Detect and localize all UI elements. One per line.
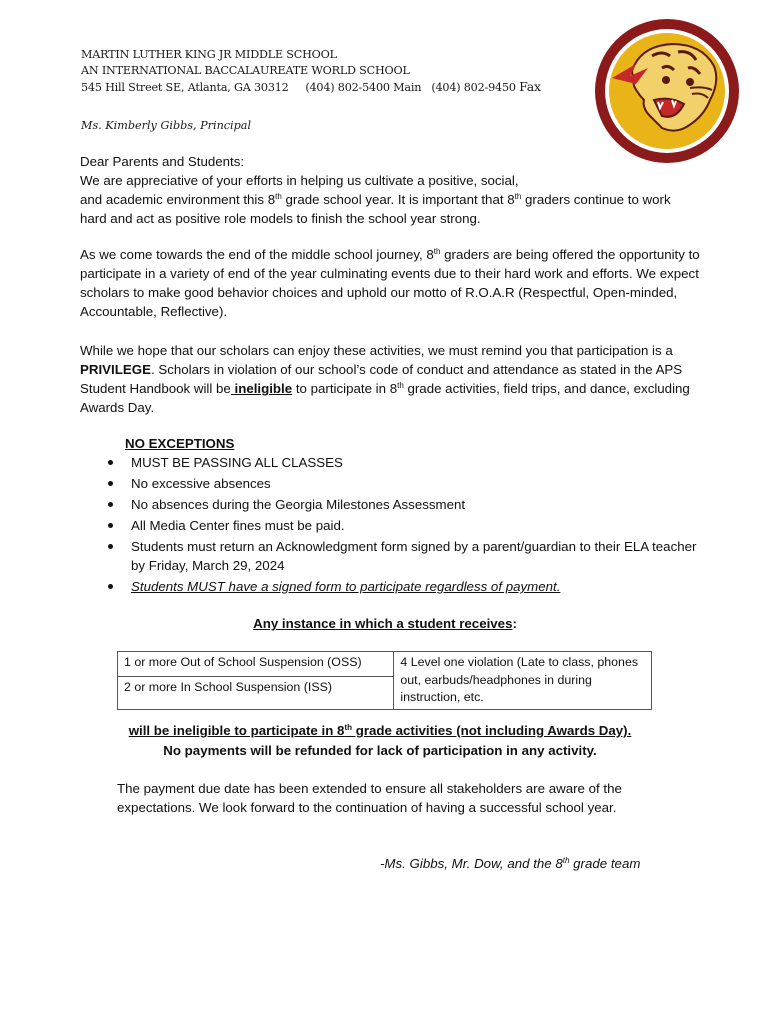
intro-text-b: grade school year. It is important that 8 [281,192,515,207]
table-cell-oss: 1 or more Out of School Suspension (OSS) [118,652,394,677]
superscript: th [562,856,570,865]
list-item-text: All Media Center fines must be paid. [131,518,345,533]
paragraph-events [80,245,700,321]
bullet-icon [108,460,113,465]
privilege-text-d: grade activities, field trips, and dance, excluding Awards Day. [80,381,690,415]
jaguar-logo-icon [592,16,742,166]
list-item [104,577,704,596]
intro-line: We are appreciative of your efforts in helping us cultivate a positive, social, [80,173,519,188]
list-item-text: Students must return an Acknowledgment form signed by a parent/guardian to their ELA teacher by Friday, March 29, 2024 [131,539,697,573]
list-item [104,516,704,535]
paragraph-intro [80,152,700,228]
privilege-text-b: . Scholars in violation of our school’s code of conduct and attendance as stated in the APS Student Handbook will be [80,362,683,396]
school-tagline: AN INTERNATIONAL BACCALAUREATE WORLD SCHOOL [81,64,410,77]
principal-name: Ms. Kimberly Gibbs, Principal [81,119,252,132]
any-instance-text: Any instance in which a student receives [253,616,513,631]
bullet-icon [108,502,113,507]
list-item-text: No excessive absences [131,476,271,491]
signature-line [380,854,640,873]
paragraph-privilege [80,341,700,417]
fax-label: Fax [519,79,541,94]
requirements-list [104,453,704,598]
superscript: th [397,381,404,390]
privilege-text-a: While we hope that our scholars can enjoy these activities, we must remind you that participation is a [80,343,673,358]
list-item-text: MUST BE PASSING ALL CLASSES [131,455,343,470]
list-item-text: No absences during the Georgia Milestones Assessment [131,497,466,512]
paragraph-payment: The payment due date has been extended to ensure all stakeholders are aware of the expectations. We look forward to the continuation of having a successful school year. [117,781,622,815]
bullet-icon [108,544,113,549]
superscript: th [344,723,352,732]
letterhead [81,47,541,96]
school-address [81,79,541,96]
intro-text-c: graders continue to work hard and act as positive role models to finish the school year strong. [80,192,671,226]
no-refund-statement: No payments will be refunded for lack of participation in any activity. [163,743,597,758]
table-cell-iss: 2 or more In School Suspension (ISS) [118,676,394,709]
ineligible-text-b: grade activities (not including Awards Day). [352,723,632,738]
signature-text-a: -Ms. Gibbs, Mr. Dow, and the 8 [380,856,563,871]
list-item [104,537,704,575]
bullet-icon [108,584,113,589]
superscript: th [433,247,441,256]
list-item-text: Students MUST have a signed form to participate regardless of payment. [131,579,561,594]
ineligible-text-a: will be ineligible to participate in 8 [128,723,345,738]
events-text-b: graders are being offered the opportunity to participate in a variety of end of the year culminating events due to their hard work and efforts. We expect scholars to make good behavior choices and uphold our motto of R.O.A.R (Respectful, Open-minded, Accountable, Reflective). [80,247,700,319]
table-cell-level-one: 4 Level one violation (Late to class, phones out, earbuds/headphones in during instruction, etc. [394,652,652,710]
events-text-a: As we come towards the end of the middle school journey, 8 [80,247,434,262]
any-instance-heading [0,614,770,633]
superscript: th [514,192,522,201]
list-item [104,474,704,493]
list-item [104,453,704,472]
address-phone: 545 Hill Street SE, Atlanta, GA 30312 (404) 802-5400 Main (404) 802-9450 [81,81,516,94]
bullet-icon [108,523,113,528]
intro-text-a: and academic environment this 8 [80,192,276,207]
bullet-icon [108,481,113,486]
table-row [118,652,652,677]
signature-text-b: grade team [569,856,641,871]
superscript: th [275,192,282,201]
greeting: Dear Parents and Students: [80,154,245,169]
privilege-word: PRIVILEGE [80,362,151,377]
any-instance-colon: : [512,616,517,631]
list-item [104,495,704,514]
violations-table [117,651,652,710]
privilege-text-c: to participate in 8 [292,381,398,396]
school-name: MARTIN LUTHER KING JR MIDDLE SCHOOL [81,48,337,61]
no-exceptions-heading: NO EXCEPTIONS [125,436,235,451]
ineligible-statement [0,721,760,740]
ineligible-word: ineligible [230,381,293,396]
